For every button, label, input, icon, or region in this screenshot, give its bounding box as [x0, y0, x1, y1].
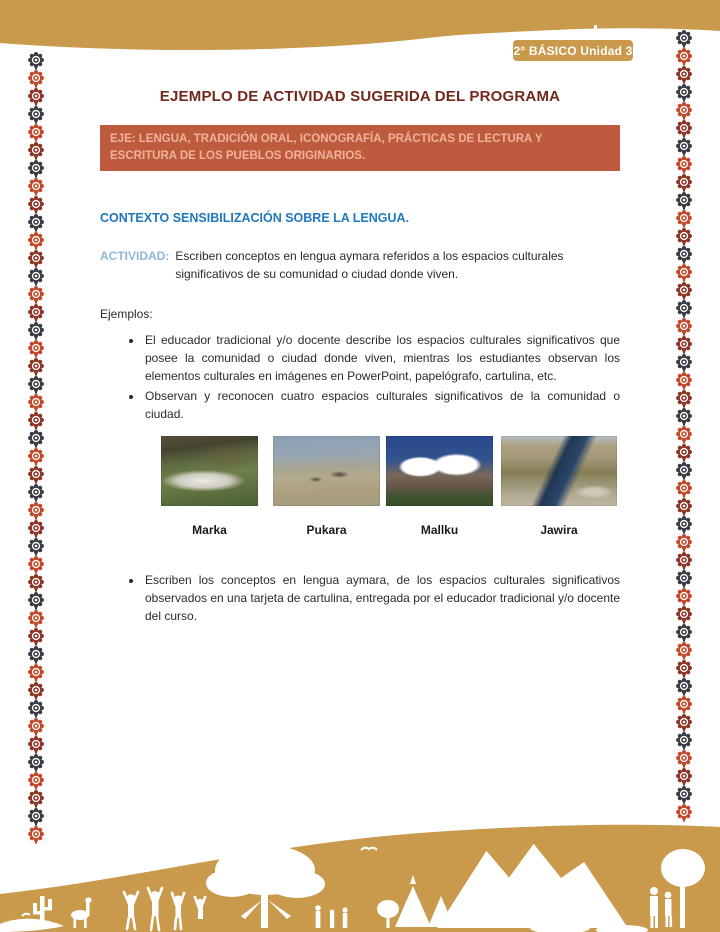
rosette-motif-icon	[676, 714, 692, 732]
rosette-motif-icon	[28, 448, 44, 466]
rosette-motif-icon	[28, 520, 44, 538]
examples-label: Ejemplos:	[100, 307, 153, 321]
rosette-motif-icon	[676, 678, 692, 696]
rosette-motif-icon	[676, 282, 692, 300]
rosette-motif-icon	[676, 444, 692, 462]
rosette-motif-icon	[676, 426, 692, 444]
rosette-motif-icon	[28, 286, 44, 304]
rosette-motif-icon	[28, 88, 44, 106]
rosette-motif-icon	[28, 322, 44, 340]
rosette-motif-icon	[28, 682, 44, 700]
rosette-motif-icon	[28, 628, 44, 646]
bullet-item: • El educador tradicional y/o docente describe los espacios culturales significativos que posee la comunidad o ciudad donde viven, mientras los estudiantes observan los elementos culturales en imágenes en PowerPoint, papelógrafo, cartulina, etc.	[143, 331, 620, 385]
rosette-motif-icon	[28, 124, 44, 142]
rosette-motif-icon	[676, 138, 692, 156]
photo-mallku	[386, 436, 493, 506]
footer-illustration	[0, 820, 720, 932]
rosette-motif-icon	[676, 336, 692, 354]
rosette-motif-icon	[676, 300, 692, 318]
bullet-list	[100, 571, 620, 625]
rosette-motif-icon	[676, 570, 692, 588]
gallery-figure	[161, 436, 258, 537]
left-border-rosette-chain	[28, 52, 44, 844]
rosette-motif-icon	[676, 768, 692, 786]
photo-label: Mallku	[420, 523, 459, 537]
rosette-motif-icon	[28, 502, 44, 520]
context-heading: CONTEXTO SENSIBILIZACIÓN SOBRE LA LENGUA.	[100, 211, 410, 225]
rosette-motif-icon	[676, 372, 692, 390]
rosette-motif-icon	[676, 624, 692, 642]
rosette-motif-icon	[676, 534, 692, 552]
rosette-motif-icon	[676, 516, 692, 534]
rosette-motif-icon	[676, 102, 692, 120]
rosette-motif-icon	[676, 120, 692, 138]
rosette-motif-icon	[676, 48, 692, 66]
rosette-motif-icon	[28, 340, 44, 358]
bullet-item: • Escriben los conceptos en lengua aymara, de los espacios culturales significativos observados en una tarjeta de cartulina, entregada por el educador tradicional y/o docente del curso.	[143, 571, 620, 625]
right-border-rosette-chain	[676, 30, 692, 822]
activity-text: Escriben conceptos en lengua aymara referidos a los espacios culturales significativos de su comunidad o ciudad donde viven.	[175, 249, 564, 281]
rosette-motif-icon	[676, 210, 692, 228]
rosette-motif-icon	[676, 606, 692, 624]
rosette-motif-icon	[28, 250, 44, 268]
rosette-motif-icon	[676, 174, 692, 192]
rosette-motif-icon	[28, 196, 44, 214]
rosette-motif-icon	[676, 642, 692, 660]
gallery-figure	[273, 436, 380, 537]
rosette-motif-icon	[676, 588, 692, 606]
rosette-motif-icon	[28, 412, 44, 430]
rosette-motif-icon	[676, 480, 692, 498]
rosette-motif-icon	[28, 664, 44, 682]
rosette-motif-icon	[28, 430, 44, 448]
rosette-motif-icon	[676, 552, 692, 570]
rosette-motif-icon	[28, 52, 44, 70]
rosette-motif-icon	[28, 106, 44, 124]
rosette-motif-icon	[28, 556, 44, 574]
rosette-motif-icon	[676, 750, 692, 768]
rosette-motif-icon	[676, 318, 692, 336]
rosette-motif-icon	[676, 732, 692, 750]
rosette-motif-icon	[676, 660, 692, 678]
rosette-motif-icon	[28, 160, 44, 178]
photo-pukara	[273, 436, 380, 506]
rosette-motif-icon	[28, 718, 44, 736]
unit-badge	[513, 40, 633, 61]
rosette-motif-icon	[28, 772, 44, 790]
rosette-motif-icon	[28, 70, 44, 88]
rosette-motif-icon	[676, 228, 692, 246]
rosette-motif-icon	[28, 754, 44, 772]
activity-label: ACTIVIDAD:	[100, 249, 170, 263]
rosette-motif-icon	[28, 610, 44, 628]
photo-marka	[161, 436, 258, 506]
photo-gallery	[161, 436, 620, 537]
rosette-motif-icon	[676, 696, 692, 714]
rosette-motif-icon	[28, 700, 44, 718]
rosette-motif-icon	[676, 264, 692, 282]
rosette-motif-icon	[676, 498, 692, 516]
gallery-figure	[501, 436, 617, 537]
rosette-motif-icon	[676, 354, 692, 372]
photo-label: Pukara	[306, 523, 347, 537]
rosette-motif-icon	[28, 790, 44, 808]
rosette-motif-icon	[676, 156, 692, 174]
photo-jawira	[501, 436, 617, 506]
rosette-motif-icon	[676, 408, 692, 426]
rosette-motif-icon	[676, 30, 692, 48]
rosette-motif-icon	[28, 376, 44, 394]
rosette-motif-icon	[676, 246, 692, 264]
photo-label: Marka	[192, 523, 227, 537]
rosette-motif-icon	[28, 574, 44, 592]
rosette-motif-icon	[676, 84, 692, 102]
rosette-motif-icon	[28, 142, 44, 160]
content-area	[100, 88, 620, 627]
activity-row	[100, 247, 620, 283]
rosette-motif-icon	[28, 268, 44, 286]
bullet-item: • Observan y reconocen cuatro espacios culturales significativos de la comunidad o ciudad.	[143, 387, 620, 423]
rosette-motif-icon	[28, 736, 44, 754]
rosette-motif-icon	[28, 592, 44, 610]
rosette-motif-icon	[676, 66, 692, 84]
bullet-list	[100, 331, 620, 423]
gallery-figure	[386, 436, 493, 537]
rosette-motif-icon	[28, 394, 44, 412]
rosette-motif-icon	[28, 304, 44, 322]
rosette-motif-icon	[28, 538, 44, 556]
unit-badge-label: 2° BÁSICO Unidad 3	[513, 43, 633, 58]
rosette-motif-icon	[676, 390, 692, 408]
rosette-motif-icon	[28, 214, 44, 232]
eje-banner: EJE: LENGUA, TRADICIÓN ORAL, ICONOGRAFÍA, PRÁCTICAS DE LECTURA Y ESCRITURA DE LOS PUEBLOS ORIGINARIOS.	[100, 125, 620, 171]
rosette-motif-icon	[28, 484, 44, 502]
page-title: EJEMPLO DE ACTIVIDAD SUGERIDA DEL PROGRAMA	[159, 88, 561, 105]
rosette-motif-icon	[28, 358, 44, 376]
rosette-motif-icon	[28, 466, 44, 484]
rosette-motif-icon	[28, 646, 44, 664]
rosette-motif-icon	[28, 232, 44, 250]
rosette-motif-icon	[676, 462, 692, 480]
rosette-motif-icon	[676, 786, 692, 804]
photo-label: Jawira	[540, 523, 578, 537]
rosette-motif-icon	[676, 192, 692, 210]
rosette-motif-icon	[28, 178, 44, 196]
